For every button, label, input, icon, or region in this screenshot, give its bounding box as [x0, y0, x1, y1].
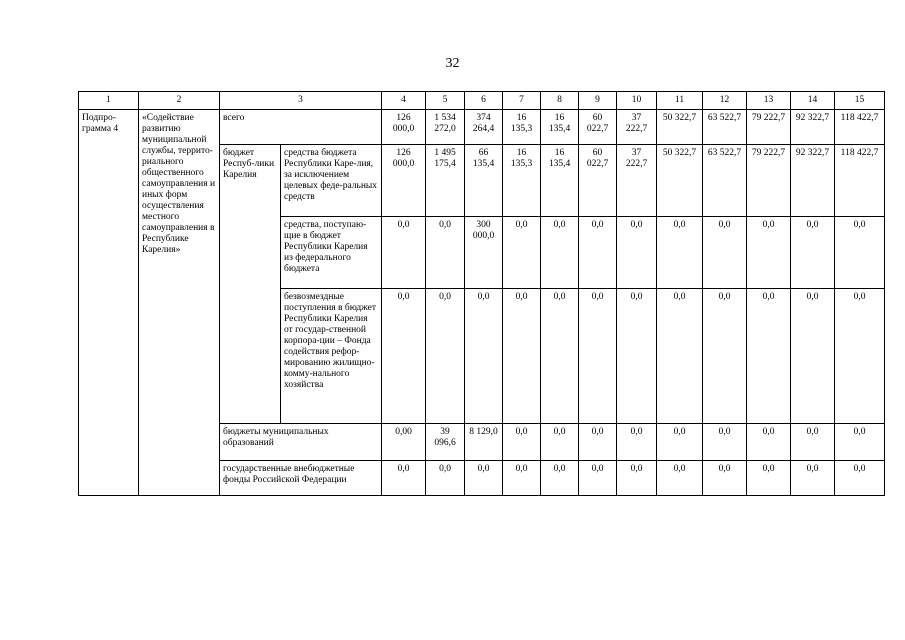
- header-cell: 4: [382, 92, 426, 110]
- value-cell: 50 322,7: [657, 110, 703, 145]
- value-cell: 0,0: [503, 424, 541, 461]
- value-cell: 0,0: [791, 289, 835, 424]
- program-name: «Содействие развитию муниципальной службы, террито-риального общественного самоуправления и иных форм осуществления местного самоуправления в Республике Карелия»: [139, 110, 220, 496]
- program-label: Подпро-грамма 4: [79, 110, 139, 496]
- row-label: безвозмездные поступления в бюджет Республики Карелия от государ-ственной корпора-ции – Фонда содействия рефор-мированию жилищно-комму-нального хозяйства: [281, 289, 382, 424]
- header-cell: 5: [426, 92, 465, 110]
- table-row: [79, 110, 885, 145]
- value-cell: 0,0: [579, 461, 617, 496]
- value-cell: 126 000,0: [382, 110, 426, 145]
- value-cell: 60 022,7: [579, 145, 617, 217]
- value-cell: 63 522,7: [703, 145, 747, 217]
- value-cell: 0,0: [503, 461, 541, 496]
- page-number: 32: [445, 56, 460, 71]
- value-cell: 0,0: [465, 461, 503, 496]
- value-cell: 8 129,0: [465, 424, 503, 461]
- value-cell: 16 135,4: [541, 110, 579, 145]
- value-cell: 16 135,4: [541, 145, 579, 217]
- header-cell: 9: [579, 92, 617, 110]
- value-cell: 0,0: [703, 424, 747, 461]
- budget-group-label: бюджет Респуб-лики Карелия: [220, 145, 281, 424]
- value-cell: 0,0: [541, 424, 579, 461]
- value-cell: 0,0: [617, 461, 657, 496]
- value-cell: 0,0: [579, 424, 617, 461]
- row-label: бюджеты муниципальных образований: [220, 424, 382, 461]
- value-cell: 0,0: [426, 217, 465, 289]
- value-cell: 0,0: [579, 217, 617, 289]
- header-cell: 6: [465, 92, 503, 110]
- value-cell: 126 000,0: [382, 145, 426, 217]
- header-cell: 15: [835, 92, 885, 110]
- value-cell: 92 322,7: [791, 145, 835, 217]
- value-cell: 374 264,4: [465, 110, 503, 145]
- value-cell: 0,0: [703, 217, 747, 289]
- value-cell: 0,0: [617, 289, 657, 424]
- row-label: государственные внебюджетные фонды Российской Федерации: [220, 461, 382, 496]
- value-cell: 0,0: [835, 217, 885, 289]
- header-cell: 8: [541, 92, 579, 110]
- value-cell: 0,0: [747, 289, 791, 424]
- value-cell: 60 022,7: [579, 110, 617, 145]
- value-cell: 0,0: [747, 217, 791, 289]
- value-cell: 0,0: [791, 424, 835, 461]
- value-cell: 66 135,4: [465, 145, 503, 217]
- value-cell: 0,0: [657, 461, 703, 496]
- value-cell: 0,0: [579, 289, 617, 424]
- value-cell: 16 135,3: [503, 145, 541, 217]
- row-label: средства бюджета Республики Каре-лия, за исключением целевых феде-ральных средств: [281, 145, 382, 217]
- header-cell: 13: [747, 92, 791, 110]
- value-cell: 37 222,7: [617, 145, 657, 217]
- value-cell: 0,0: [426, 289, 465, 424]
- value-cell: 63 522,7: [703, 110, 747, 145]
- value-cell: 0,0: [503, 217, 541, 289]
- value-cell: 0,0: [747, 461, 791, 496]
- header-cell: 3: [220, 92, 382, 110]
- value-cell: 0,0: [541, 289, 579, 424]
- header-cell: 10: [617, 92, 657, 110]
- value-cell: 118 422,7: [835, 110, 885, 145]
- header-cell: 2: [139, 92, 220, 110]
- value-cell: 0,0: [747, 424, 791, 461]
- header-row: [79, 92, 885, 110]
- value-cell: 0,0: [703, 289, 747, 424]
- value-cell: 0,0: [703, 461, 747, 496]
- value-cell: 0,0: [617, 424, 657, 461]
- row-label: средства, поступаю-щие в бюджет Республики Карелия из федерального бюджета: [281, 217, 382, 289]
- value-cell: 0,0: [791, 217, 835, 289]
- header-cell: 12: [703, 92, 747, 110]
- value-cell: 92 322,7: [791, 110, 835, 145]
- value-cell: 79 222,7: [747, 110, 791, 145]
- value-cell: 0,0: [465, 289, 503, 424]
- row-label: всего: [220, 110, 382, 145]
- value-cell: 0,0: [426, 461, 465, 496]
- value-cell: 0,0: [835, 289, 885, 424]
- value-cell: 1 495 175,4: [426, 145, 465, 217]
- value-cell: 0,0: [835, 461, 885, 496]
- value-cell: 0,0: [382, 217, 426, 289]
- value-cell: 0,00: [382, 424, 426, 461]
- value-cell: 0,0: [382, 289, 426, 424]
- value-cell: 118 422,7: [835, 145, 885, 217]
- header-cell: 1: [79, 92, 139, 110]
- value-cell: 0,0: [541, 461, 579, 496]
- value-cell: 300 000,0: [465, 217, 503, 289]
- header-cell: 7: [503, 92, 541, 110]
- value-cell: 0,0: [657, 217, 703, 289]
- header-cell: 11: [657, 92, 703, 110]
- value-cell: 79 222,7: [747, 145, 791, 217]
- value-cell: 0,0: [617, 217, 657, 289]
- value-cell: 0,0: [791, 461, 835, 496]
- value-cell: 39 096,6: [426, 424, 465, 461]
- value-cell: 1 534 272,0: [426, 110, 465, 145]
- value-cell: 0,0: [657, 424, 703, 461]
- value-cell: 0,0: [835, 424, 885, 461]
- budget-table: [78, 91, 885, 496]
- value-cell: 0,0: [503, 289, 541, 424]
- value-cell: 0,0: [657, 289, 703, 424]
- value-cell: 37 222,7: [617, 110, 657, 145]
- value-cell: 50 322,7: [657, 145, 703, 217]
- value-cell: 16 135,3: [503, 110, 541, 145]
- header-cell: 14: [791, 92, 835, 110]
- value-cell: 0,0: [541, 217, 579, 289]
- value-cell: 0,0: [382, 461, 426, 496]
